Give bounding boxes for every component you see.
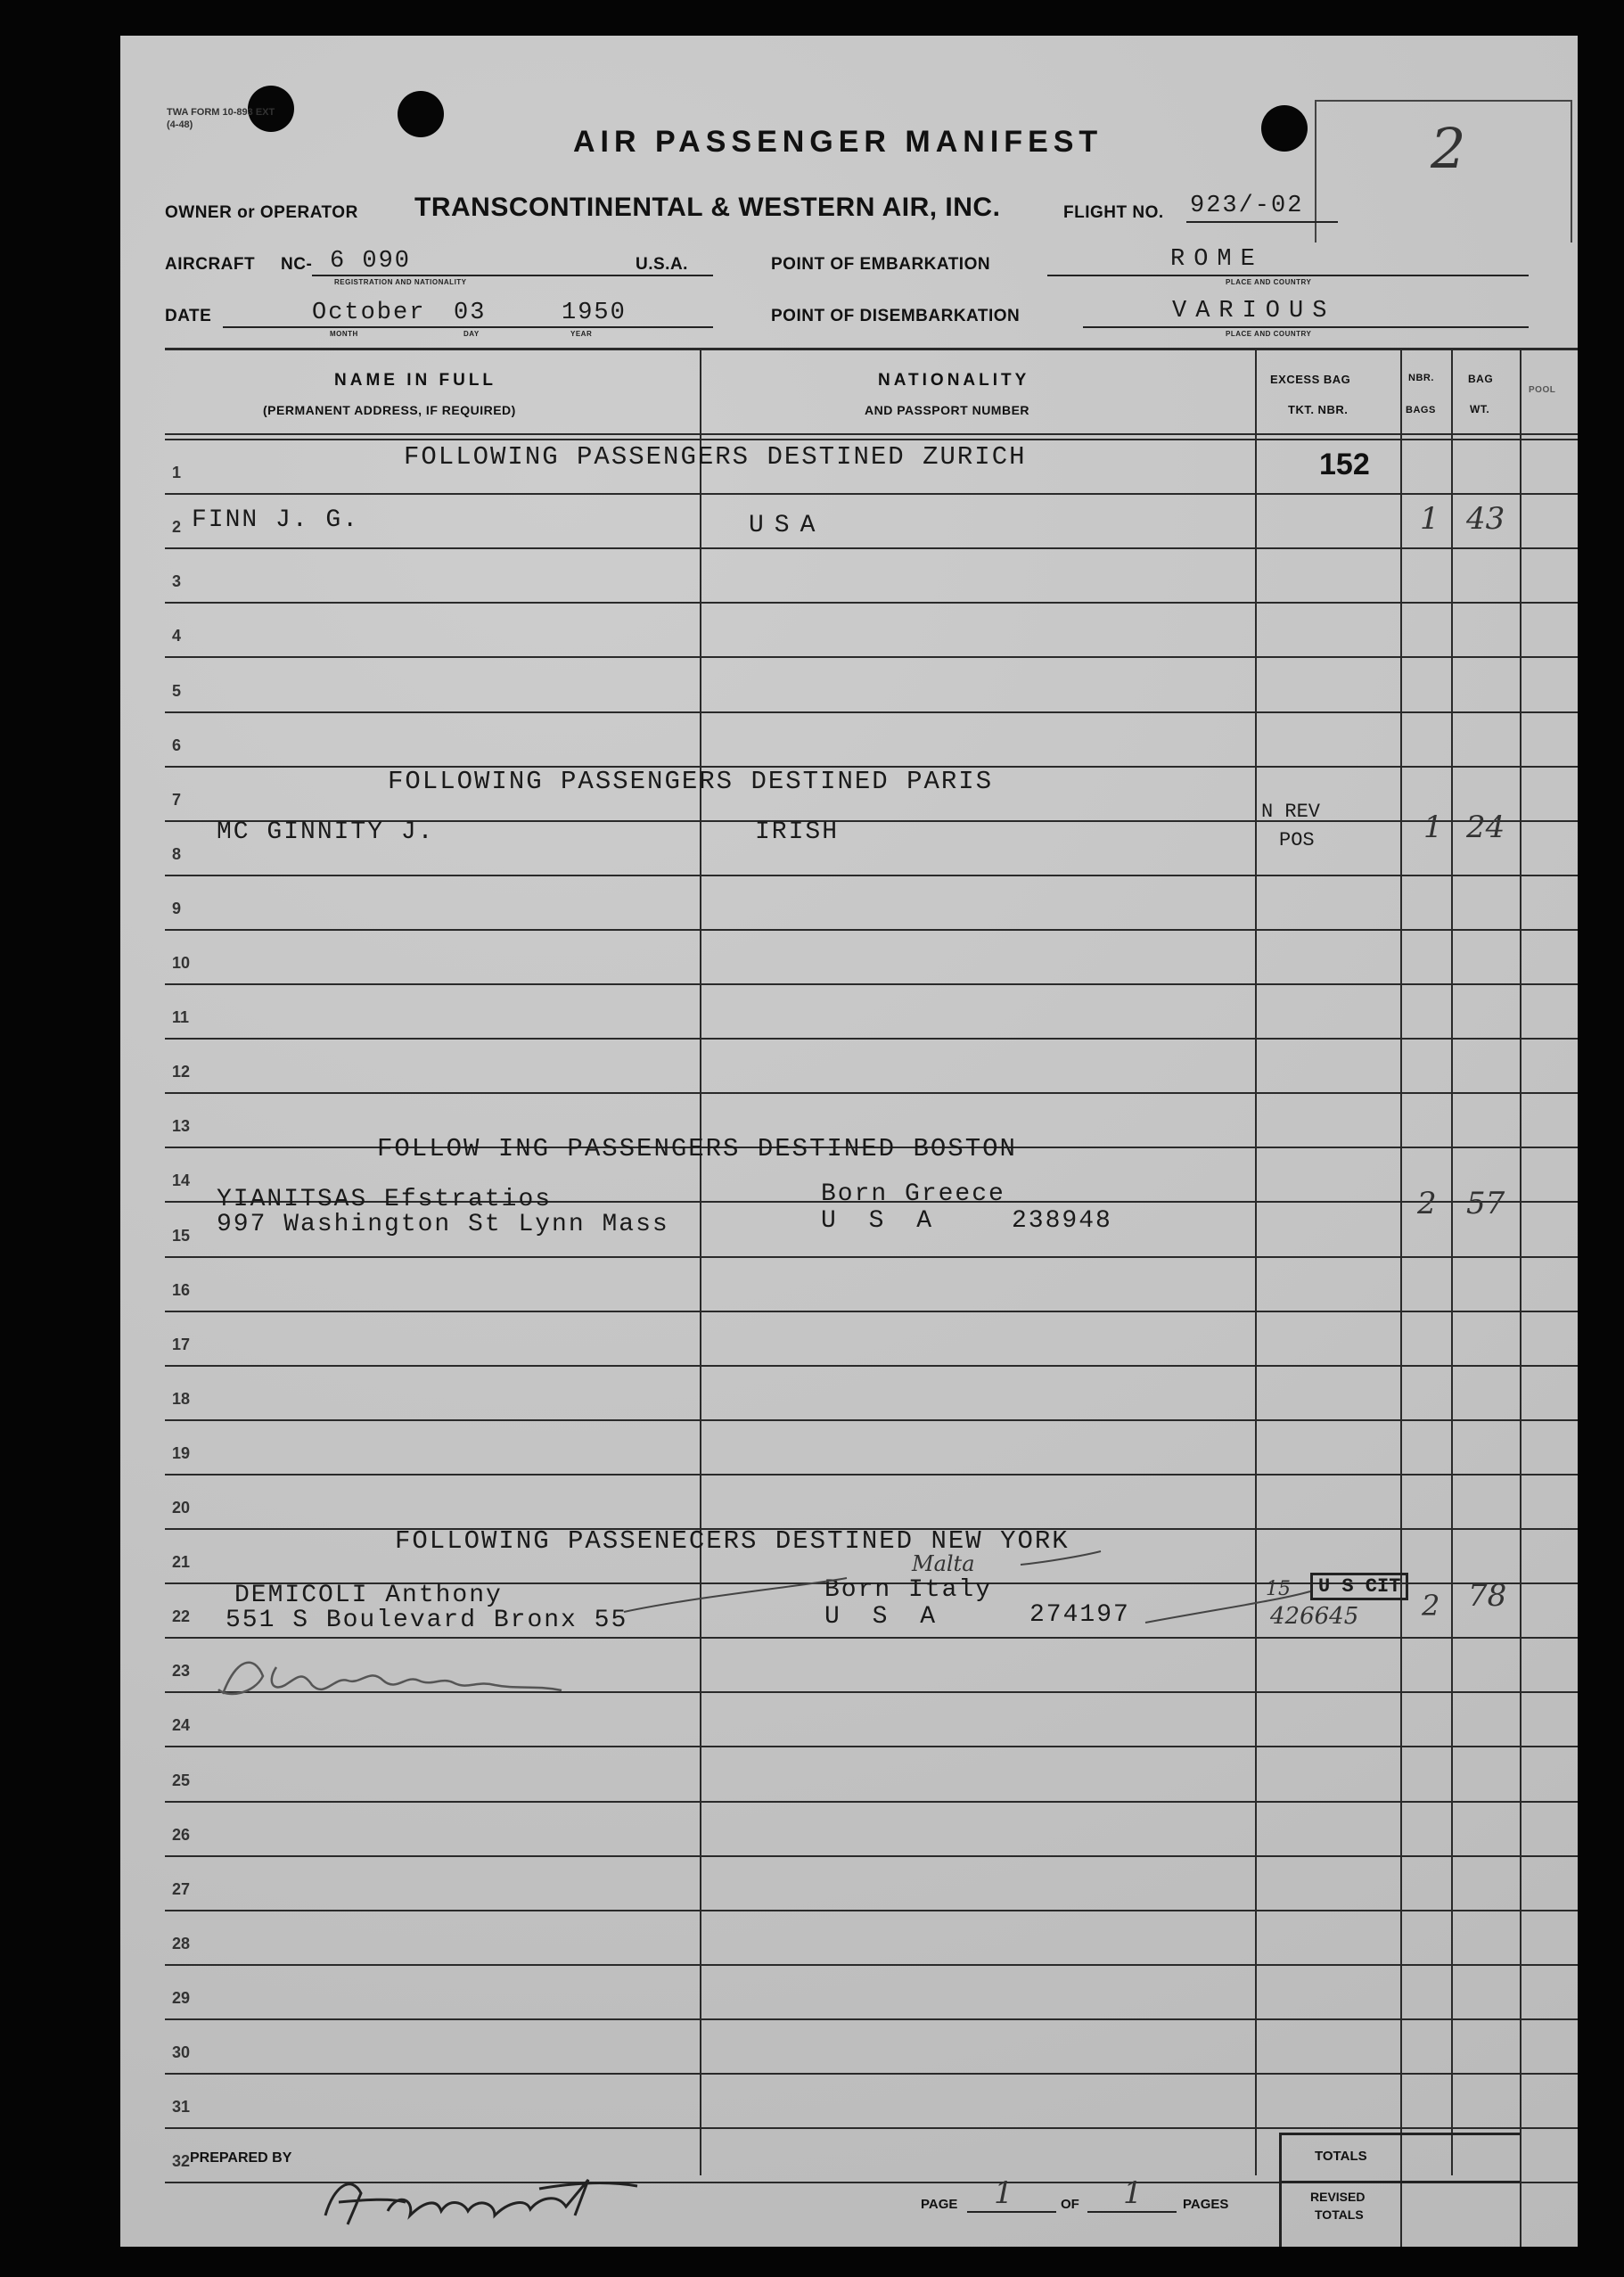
- aircraft-number: 6 090: [330, 248, 412, 275]
- page-mark: 2: [1431, 116, 1466, 181]
- row-number: 27: [172, 1880, 191, 1898]
- passenger-name: MC GINNITY J.: [217, 818, 435, 846]
- row-number: 12: [172, 1063, 191, 1081]
- row-number: 8: [172, 845, 182, 863]
- disembark-label: POINT OF DISEMBARKATION: [771, 307, 1021, 325]
- row-number: 1: [172, 464, 182, 481]
- form-revision: (4-48): [167, 119, 193, 130]
- excess-ticket: 426645: [1270, 1603, 1359, 1630]
- passenger-address: 997 Washington St Lynn Mass: [217, 1211, 669, 1238]
- bag-weight: 43: [1466, 501, 1505, 537]
- date-sub-year: YEAR: [570, 330, 593, 338]
- revised-totals-label-1: REVISED: [1310, 2190, 1366, 2204]
- aircraft-country: U.S.A.: [636, 255, 688, 274]
- excess-note: POS: [1279, 829, 1315, 851]
- bag-weight: 78: [1468, 1578, 1507, 1614]
- row-number: 28: [172, 1935, 191, 1952]
- col-nationality-heading: NATIONALITY: [878, 371, 1030, 390]
- row-number: 6: [172, 736, 182, 754]
- row-number: 24: [172, 1716, 191, 1734]
- section-header-new-york: FOLLOWING PASSENECERS DESTINED NEW YORK: [395, 1526, 1070, 1556]
- manifest-sheet: [120, 36, 1578, 2247]
- row-number: 26: [172, 1826, 191, 1844]
- col-excess-sub: TKT. NBR.: [1288, 403, 1349, 416]
- row-number: 3: [172, 572, 182, 590]
- revised-totals-label-2: TOTALS: [1315, 2207, 1364, 2222]
- col-name-sub: (PERMANENT ADDRESS, IF REQUIRED): [263, 403, 516, 417]
- row-number: 4: [172, 627, 182, 645]
- row-number: 22: [172, 1607, 191, 1625]
- row-number: 14: [172, 1171, 191, 1189]
- passenger-nationality: IRISH: [755, 818, 840, 846]
- section-header-boston: FOLLOW ING PASSENGERS DESTINED BOSTON: [377, 1134, 1017, 1163]
- col-extra-heading: POOL: [1529, 385, 1556, 395]
- passenger-address: 551 S Boulevard Bronx 55: [226, 1607, 628, 1634]
- birthplace-correction: Malta: [912, 1551, 975, 1576]
- aircraft-prefix: NC-: [281, 255, 313, 274]
- embark-label: POINT OF EMBARKATION: [771, 255, 991, 274]
- date-month: October: [312, 300, 426, 326]
- row-number: 25: [172, 1771, 191, 1789]
- flight-label: FLIGHT NO.: [1063, 203, 1164, 222]
- passport-number: 274197: [1029, 1601, 1130, 1629]
- row-number: 15: [172, 1227, 191, 1245]
- row-number: 2: [172, 518, 182, 536]
- disembark-sub: PLACE AND COUNTRY: [1226, 330, 1312, 338]
- bag-weight: 57: [1466, 1186, 1505, 1221]
- passenger-birthplace: Born Greece: [821, 1180, 1005, 1208]
- pages-label: PAGES: [1183, 2197, 1229, 2212]
- date-label: DATE: [165, 307, 212, 325]
- date-sub-day: DAY: [463, 330, 480, 338]
- signature-mark: [218, 1663, 562, 1694]
- flight-number: 923/-02: [1190, 193, 1304, 219]
- passenger-name: YIANITSAS Efstratios: [217, 1186, 553, 1213]
- page-line: [967, 2211, 1056, 2213]
- row-number: 7: [172, 791, 182, 809]
- row-number: 9: [172, 900, 182, 917]
- row-number: 31: [172, 2098, 191, 2116]
- row-number: 17: [172, 1336, 191, 1353]
- passenger-nationality: U S A: [821, 1207, 941, 1235]
- strike-line: [1021, 1551, 1101, 1565]
- passenger-name: DEMICOLI Anthony: [234, 1582, 503, 1609]
- bag-count: 2: [1417, 1186, 1437, 1221]
- row-number: 16: [172, 1281, 191, 1299]
- bag-count: 1: [1423, 810, 1443, 845]
- aircraft-sub: REGISTRATION AND NATIONALITY: [334, 278, 467, 286]
- row-number: 29: [172, 1989, 191, 2007]
- col-bag-sub: WT.: [1470, 403, 1490, 415]
- excess-note: N REV: [1261, 801, 1321, 823]
- of-label: OF: [1061, 2197, 1079, 2212]
- page-label: PAGE: [921, 2197, 958, 2212]
- col-name-heading: NAME IN FULL: [334, 371, 497, 390]
- row-number: 30: [172, 2043, 191, 2061]
- col-excess-heading: EXCESS BAG: [1270, 373, 1351, 386]
- of-line: [1087, 2211, 1177, 2213]
- row-number: 19: [172, 1444, 191, 1462]
- col-nbr-sub: BAGS: [1406, 405, 1436, 415]
- excess-ticket-152: 152: [1319, 448, 1370, 481]
- form-number: TWA FORM 10-893 EXT: [167, 107, 275, 118]
- row-number: 21: [172, 1553, 191, 1571]
- section-header-paris: FOLLOWING PASSENGERS DESTINED PARIS: [388, 767, 994, 796]
- col-bag-heading: BAG: [1468, 373, 1494, 385]
- bag-count: 1: [1420, 501, 1439, 537]
- embark-sub: PLACE AND COUNTRY: [1226, 278, 1312, 286]
- totals-label: TOTALS: [1315, 2149, 1367, 2164]
- date-day: 03: [454, 300, 487, 326]
- row-number: 5: [172, 682, 182, 700]
- totals-left-rule: [1279, 2133, 1282, 2247]
- strike-line: [624, 1578, 847, 1612]
- page-title: AIR PASSENGER MANIFEST: [573, 125, 1103, 159]
- row-number: 18: [172, 1390, 191, 1408]
- date-sub-month: MONTH: [330, 330, 358, 338]
- totals-rule: [1279, 2133, 1520, 2135]
- bag-count: 2: [1422, 1589, 1440, 1623]
- aircraft-label: AIRCRAFT: [165, 255, 256, 274]
- prepared-by-label: PREPARED BY: [190, 2150, 292, 2166]
- col-nationality-sub: AND PASSPORT NUMBER: [865, 403, 1030, 417]
- page-total: 1: [1123, 2175, 1143, 2211]
- citizenship-stamp: U S CIT: [1310, 1573, 1408, 1600]
- operator-name: TRANSCONTINENTAL & WESTERN AIR, INC.: [414, 193, 1001, 222]
- passenger-name: FINN J. G.: [192, 506, 360, 534]
- row-number: 20: [172, 1499, 191, 1517]
- handwriting-overlay: [120, 36, 1578, 2247]
- row-number: 32: [172, 2152, 191, 2170]
- row-number: 11: [172, 1008, 190, 1026]
- col-nbr-heading: NBR.: [1408, 373, 1434, 383]
- excess-prefix: 15: [1266, 1578, 1291, 1600]
- row-number: 13: [172, 1117, 191, 1135]
- owner-label: OWNER or OPERATOR: [165, 203, 358, 222]
- disembark-value: VARIOUS: [1172, 298, 1336, 325]
- prepared-by-signature: [325, 2180, 637, 2224]
- strike-line: [1145, 1591, 1310, 1623]
- section-header-zurich: FOLLOWING PASSENGERS DESTINED ZURICH: [404, 442, 1027, 472]
- embark-value: ROME: [1170, 246, 1264, 273]
- passport-number: 238948: [1012, 1207, 1112, 1235]
- passenger-nationality: U S A: [824, 1603, 945, 1631]
- row-number: 10: [172, 954, 191, 972]
- row-number: 23: [172, 1662, 191, 1680]
- bag-weight: 24: [1466, 810, 1505, 845]
- passenger-birthplace: Born Italy: [824, 1576, 993, 1604]
- totals-mid-rule: [1279, 2181, 1520, 2183]
- page-number: 1: [994, 2175, 1013, 2211]
- passenger-nationality: USA: [749, 512, 826, 539]
- date-year: 1950: [562, 300, 627, 326]
